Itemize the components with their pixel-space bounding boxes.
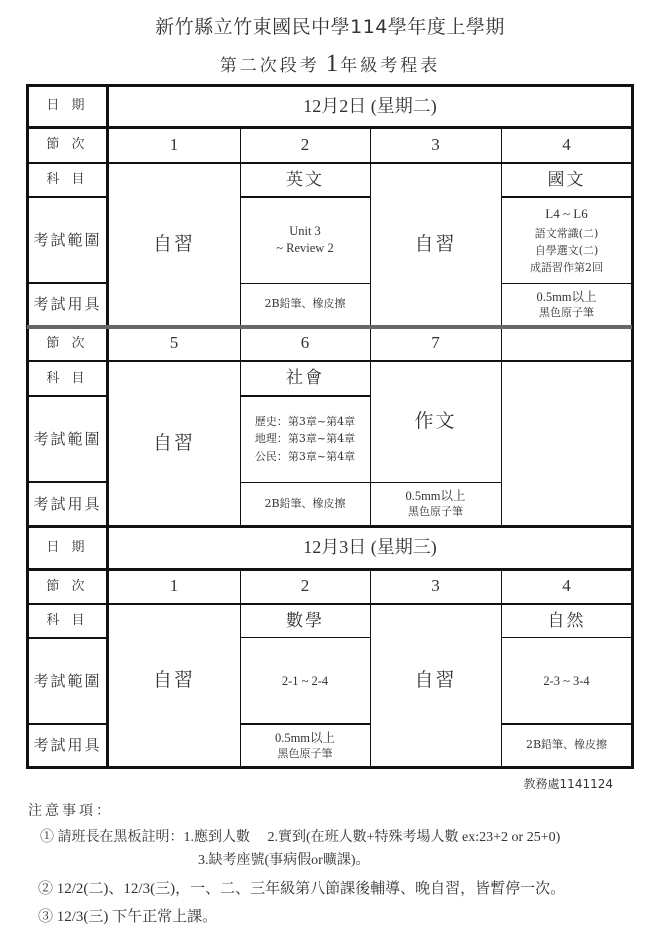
col-divider (501, 329, 502, 526)
tools-line: 黑色原子筆 (539, 305, 594, 319)
subject-english: 英文 (286, 169, 324, 190)
exam-title (0, 50, 660, 78)
period-cell: 1 (169, 576, 179, 596)
exam-title-prefix: 第二次段考 (219, 56, 320, 76)
row-divider (27, 395, 108, 397)
row-divider (27, 481, 108, 483)
tools-chinese (501, 283, 632, 326)
period-cell: 1 (169, 134, 179, 154)
scope-line: 成語習作第2回 (530, 260, 603, 274)
note-1: ① 請班長在黑板註明：1.應到人數 2.實到(在班人數+特殊考場人數 ex:23+2 or 25+0) (40, 830, 561, 845)
self-study-cell: 自習 (152, 232, 195, 255)
scope-line: 地理：第3章~第4章 (254, 432, 356, 446)
label-period: 節 次 (46, 137, 89, 153)
block-separator (27, 325, 632, 329)
label-date: 日 期 (46, 98, 89, 114)
table-border-top (26, 84, 634, 87)
row-divider (240, 723, 371, 725)
tools-math (240, 724, 370, 767)
label-period: 節 次 (46, 335, 89, 351)
row-divider (501, 283, 632, 284)
self-study-cell: 自習 (414, 669, 457, 691)
exam-title-suffix: 年級考程表 (340, 56, 441, 76)
row-divider (27, 637, 108, 639)
row-divider (26, 568, 634, 571)
notes-title: 注意事項： (28, 803, 113, 819)
table-border-right (631, 84, 634, 769)
row-divider (501, 723, 632, 725)
row-divider (240, 283, 371, 284)
period-cell: 3 (431, 576, 440, 596)
scope-math (240, 638, 370, 724)
label-tools: 考試用具 (33, 736, 102, 755)
row-divider (26, 162, 634, 164)
scope-social (240, 396, 370, 482)
period-cell: 2 (300, 576, 310, 596)
period-cell: 5 (169, 333, 179, 353)
scope-science (501, 638, 632, 724)
period-cell: 3 (431, 134, 440, 154)
period-cell: 4 (562, 134, 571, 154)
note-1-continued: 3.缺考座號(事病假or曠課)。 (198, 853, 370, 868)
tools-line: 0.5mm以上 (405, 489, 466, 504)
label-date: 日 期 (46, 539, 89, 555)
tools-line: 2B鉛筆、橡皮擦 (525, 738, 608, 752)
scope-english (240, 197, 370, 283)
row-divider (26, 525, 634, 528)
col-divider (501, 571, 502, 767)
grade-number: 1 (325, 50, 339, 77)
label-scope: 考試範圍 (33, 230, 102, 249)
day2-date: 12月3日 (星期三) (303, 537, 437, 558)
period-cell (501, 326, 632, 361)
label-tools: 考試用具 (33, 295, 102, 314)
label-scope: 考試範圍 (33, 429, 102, 448)
label-tools: 考試用具 (33, 494, 102, 513)
label-subject: 科 目 (46, 172, 89, 188)
col-divider (501, 127, 502, 326)
scope-line: ~ Review 2 (276, 241, 334, 255)
tools-science (501, 724, 632, 767)
composition-cell: 作文 (414, 409, 457, 432)
self-study-cell: 自習 (414, 232, 457, 255)
office-signoff: 教務處1141124 (523, 777, 613, 791)
tools-line: 0.5mm以上 (536, 289, 597, 304)
label-subject: 科 目 (46, 370, 89, 386)
scope-line: 2-1 ~ 2-4 (281, 673, 329, 688)
empty-cell (501, 361, 632, 526)
school-title: 新竹縣立竹東國民中學114學年度上學期 (155, 16, 505, 38)
row-divider (501, 637, 632, 638)
subject-math: 數學 (286, 610, 324, 631)
col-divider (370, 571, 371, 767)
row-divider (240, 637, 371, 638)
period-cell: 6 (300, 333, 310, 353)
row-divider (240, 196, 371, 198)
period-cell: 7 (431, 333, 440, 353)
note-3: ③ 12/3(三) 下午正常上課。 (38, 909, 218, 925)
scope-line: L4 ~ L6 (545, 206, 588, 222)
label-subject: 科 目 (46, 613, 89, 629)
tools-social (240, 482, 370, 526)
table-border-left (26, 84, 29, 769)
scope-line: 語文常識(二) (534, 226, 599, 240)
row-divider (27, 196, 108, 198)
scope-line: 歷史：第3章~第4章 (254, 414, 356, 428)
row-divider (501, 196, 632, 198)
col-divider (240, 127, 241, 326)
label-scope: 考試範圍 (33, 671, 102, 690)
scope-line: Unit 3 (289, 224, 321, 239)
scope-chinese (501, 197, 632, 283)
tools-line: 黑色原子筆 (408, 505, 463, 519)
self-study-cell: 自習 (152, 431, 195, 454)
self-study-cell: 自習 (152, 669, 195, 691)
tools-line: 2B鉛筆、橡皮擦 (264, 297, 346, 311)
tools-line: 黑色原子筆 (277, 746, 333, 760)
subject-social: 社會 (286, 368, 324, 389)
col-divider (240, 329, 241, 526)
row-divider (26, 360, 634, 362)
table-border-bottom (26, 766, 634, 769)
tools-composition (370, 482, 501, 526)
tools-english (240, 283, 370, 326)
row-divider (27, 723, 108, 725)
row-divider (240, 482, 502, 483)
col-divider (240, 571, 241, 767)
day1-date: 12月2日 (星期二) (303, 95, 437, 116)
row-divider (26, 603, 634, 605)
col-divider (370, 329, 371, 526)
period-cell: 2 (300, 134, 310, 154)
subject-chinese: 國文 (547, 169, 586, 190)
row-divider (240, 395, 371, 397)
label-period: 節 次 (46, 578, 89, 594)
scope-line: 自學選文(二) (534, 243, 599, 257)
tools-line: 0.5mm以上 (274, 730, 336, 745)
scope-line: 2-3 ~ 3-4 (543, 673, 590, 688)
subject-science: 自然 (547, 610, 586, 631)
col-divider (370, 127, 371, 326)
scope-line: 公民：第3章~第4章 (254, 449, 356, 463)
note-2: ② 12/2(二)、12/3(三)，一、二、三年級第八節課後輔導、晚自習，皆暫停一次。 (38, 881, 566, 897)
row-divider (26, 126, 634, 129)
tools-line: 2B鉛筆、橡皮擦 (264, 496, 346, 510)
period-cell: 4 (562, 576, 571, 596)
label-column-divider (106, 84, 109, 769)
row-divider (27, 282, 108, 284)
